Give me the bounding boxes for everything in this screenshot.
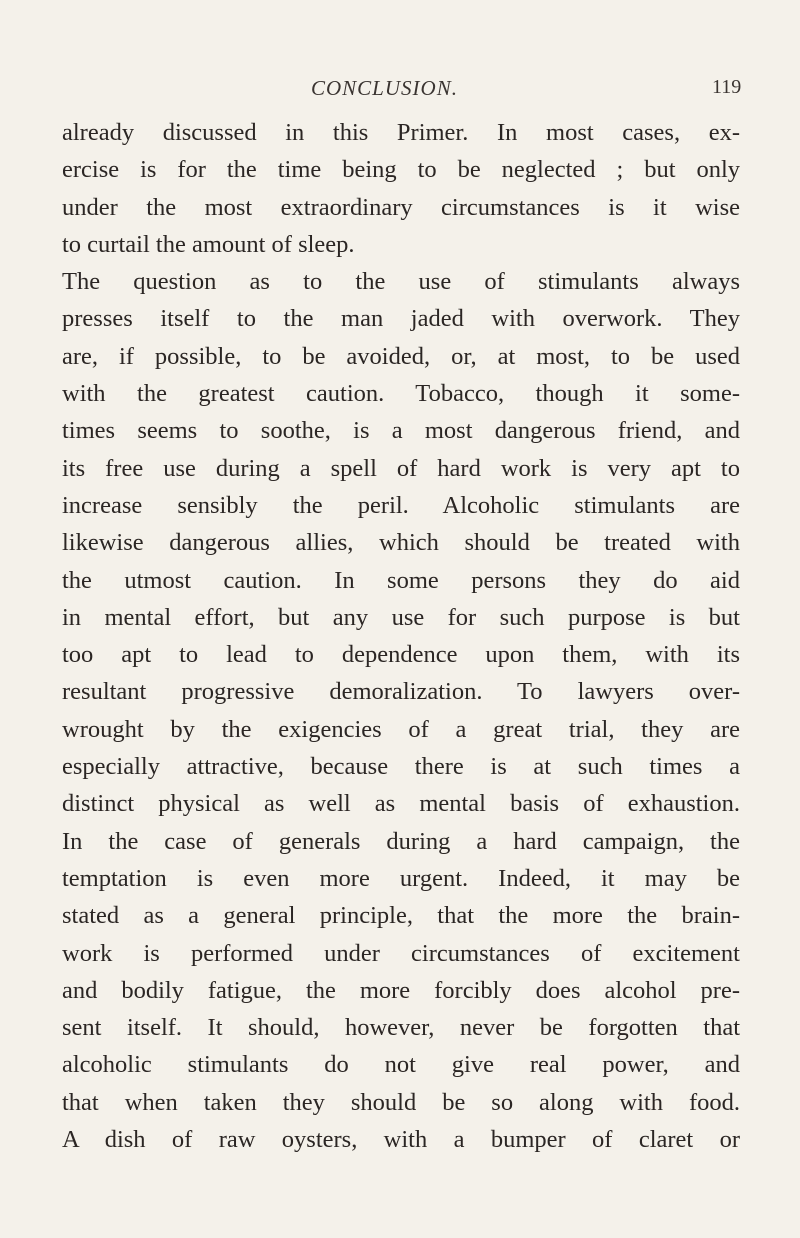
text-line: alcoholic stimulants do not give real power, and bbox=[62, 1051, 740, 1079]
text-line: times seems to soothe, is a most dangerous friend, and bbox=[62, 417, 740, 445]
body-text bbox=[62, 114, 740, 1158]
text-line: temptation is even more urgent. Indeed, it may be bbox=[62, 864, 740, 892]
text-line: that when taken they should be so along with food. bbox=[62, 1088, 740, 1116]
text-line: with the greatest caution. Tobacco, though it some- bbox=[62, 380, 740, 408]
text-line: to curtail the amount of sleep. bbox=[62, 230, 355, 258]
text-line: increase sensibly the peril. Alcoholic stimulants are bbox=[62, 491, 740, 519]
text-line: the utmost caution. In some persons they do aid bbox=[62, 566, 740, 594]
running-title: CONCLUSION. bbox=[311, 76, 458, 100]
text-line: under the most extraordinary circumstances is it wise bbox=[62, 193, 740, 221]
text-line: its free use during a spell of hard work is very apt to bbox=[62, 454, 740, 482]
text-line: ercise is for the time being to be neglected ; but only bbox=[62, 156, 740, 184]
text-line: sent itself. It should, however, never be forgotten that bbox=[62, 1014, 740, 1042]
text-line: especially attractive, because there is at such times a bbox=[62, 753, 740, 781]
page-number: 119 bbox=[712, 76, 742, 98]
text-line: in mental effort, but any use for such purpose is but bbox=[62, 603, 740, 631]
text-line: A dish of raw oysters, with a bumper of claret or bbox=[62, 1126, 740, 1154]
text-line: The question as to the use of stimulants always bbox=[62, 268, 740, 296]
text-line: In the case of generals during a hard campaign, the bbox=[62, 827, 740, 855]
text-line: likewise dangerous allies, which should be treated with bbox=[62, 529, 740, 557]
text-line: too apt to lead to dependence upon them, with its bbox=[62, 641, 740, 669]
text-line: and bodily fatigue, the more forcibly does alcohol pre- bbox=[62, 976, 740, 1004]
text-line: resultant progressive demoralization. To lawyers over- bbox=[62, 678, 740, 706]
running-head bbox=[0, 76, 800, 106]
text-line: work is performed under circumstances of excitement bbox=[62, 939, 740, 967]
text-line: already discussed in this Primer. In most cases, ex- bbox=[62, 119, 740, 146]
text-line: are, if possible, to be avoided, or, at most, to be used bbox=[62, 342, 740, 370]
text-line: presses itself to the man jaded with overwork. They bbox=[62, 305, 740, 333]
text-line: distinct physical as well as mental basis of exhaustion. bbox=[62, 790, 740, 818]
text-line: stated as a general principle, that the more the brain- bbox=[62, 902, 740, 930]
text-line: wrought by the exigencies of a great trial, they are bbox=[62, 715, 740, 743]
